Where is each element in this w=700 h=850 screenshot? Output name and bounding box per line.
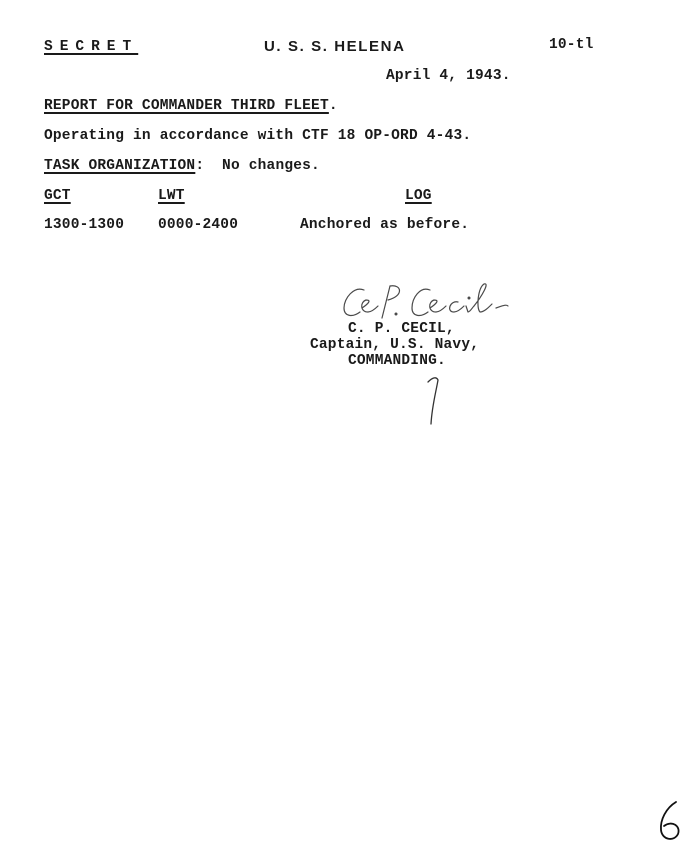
operating-statement: Operating in accordance with CTF 18 OP-ORD 4-43. (44, 128, 472, 144)
cell-log: Anchored as before. (300, 217, 470, 233)
column-header-lwt: LWT (158, 188, 185, 204)
handwritten-mark (418, 370, 448, 430)
report-date: April 4, 1943. (386, 68, 511, 84)
page-number (654, 798, 688, 844)
report-title-punctuation: . (328, 98, 338, 114)
task-organization-label: TASK ORGANIZATION (44, 158, 196, 174)
classification-label: SECRET (44, 39, 139, 55)
cell-lwt: 0000-2400 (158, 217, 239, 233)
report-title: REPORT FOR COMMANDER THIRD FLEET (44, 98, 329, 114)
task-organization-value: No changes. (222, 158, 320, 174)
task-organization-line (44, 157, 320, 175)
column-header-gct: GCT (44, 188, 71, 204)
signatory-name: C. P. CECIL, (348, 321, 455, 337)
task-organization-colon: : (195, 158, 205, 174)
signatory-role: COMMANDING. (348, 353, 446, 369)
document-number: 10-tl (549, 37, 594, 53)
ship-name: U. S. S. HELENA (264, 38, 406, 55)
column-header-log: LOG (405, 188, 432, 204)
report-title-line (44, 97, 338, 115)
signatory-rank: Captain, U.S. Navy, (310, 337, 480, 353)
cell-gct: 1300-1300 (44, 217, 125, 233)
